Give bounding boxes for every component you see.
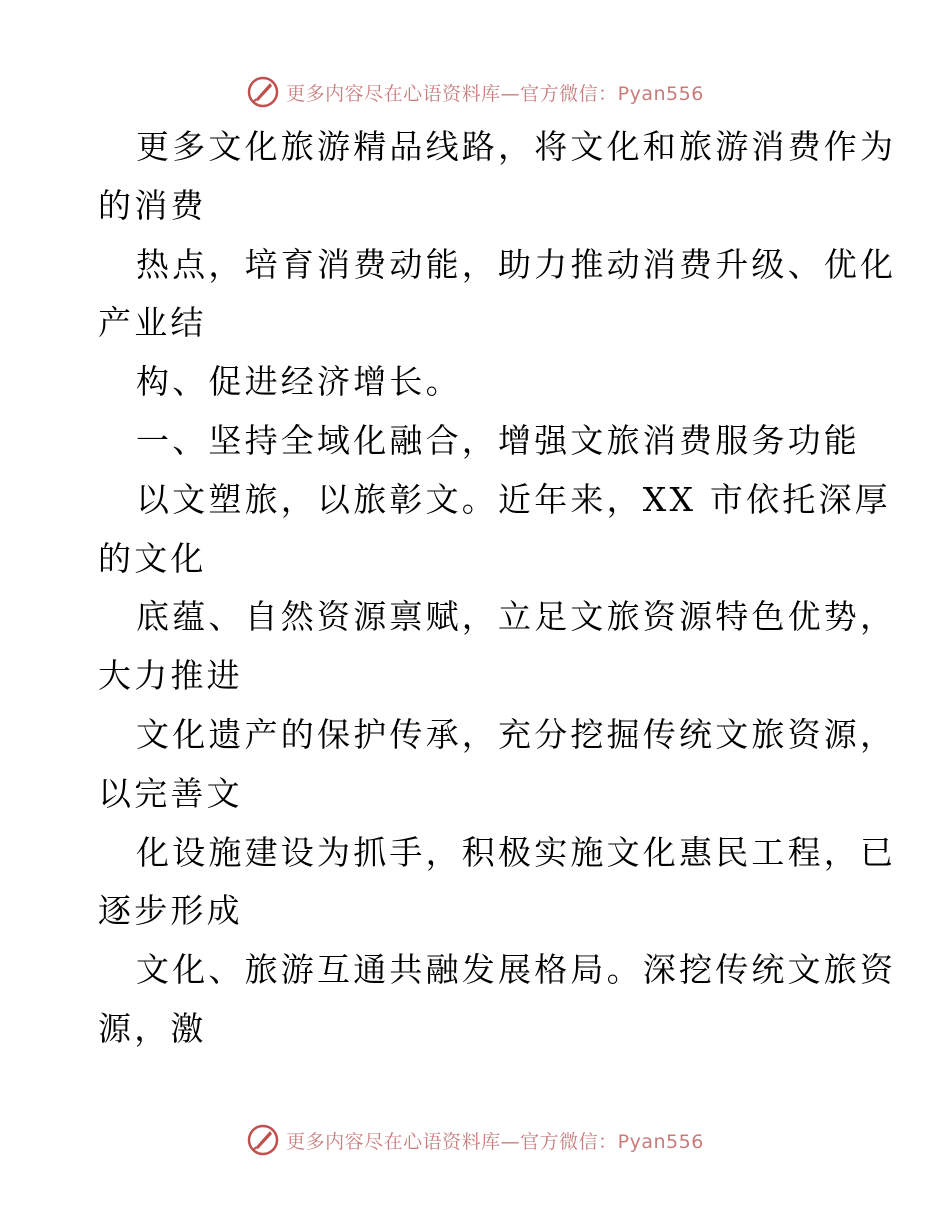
document-body: [98, 118, 897, 1059]
text-line: 文化、旅游互通共融发展格局。深挖传统文旅资: [136, 950, 897, 990]
header-watermark: [0, 72, 950, 112]
text-line: 文化遗产的保护传承，充分挖掘传统文旅资源，: [136, 714, 897, 754]
text-line: 底蕴、自然资源禀赋，立足文旅资源特色优势，: [136, 597, 897, 637]
text-line: 大力推进: [98, 656, 243, 696]
text-line: 以完善文: [98, 773, 243, 813]
quill-pen-logo-icon: [246, 1123, 280, 1157]
watermark-text: 更多内容尽在心语资料库—官方微信：Pyan556: [286, 1130, 704, 1153]
text-line: 化设施建设为抓手，积极实施文化惠民工程，已: [136, 832, 897, 872]
text-line: 的消费: [98, 185, 207, 225]
quill-pen-logo-icon: [246, 75, 280, 109]
section-heading: 一、坚持全域化融合，增强文旅消费服务功能: [136, 420, 860, 460]
text-line: 构、促进经济增长。: [136, 362, 462, 402]
text-line: 以文塑旅，以旅彰文。近年来，XX 市依托深厚: [136, 479, 891, 519]
text-line: 热点，培育消费动能，助力推动消费升级、优化: [136, 244, 897, 284]
text-line: 逐步形成: [98, 891, 243, 931]
text-line: 产业结: [98, 303, 207, 343]
text-line: 更多文化旅游精品线路，将文化和旅游消费作为: [136, 127, 897, 166]
text-line: 源，激: [98, 1008, 207, 1048]
watermark-text: 更多内容尽在心语资料库—官方微信：Pyan556: [286, 82, 704, 105]
text-line: 的文化: [98, 538, 207, 578]
footer-watermark: [0, 1120, 950, 1160]
